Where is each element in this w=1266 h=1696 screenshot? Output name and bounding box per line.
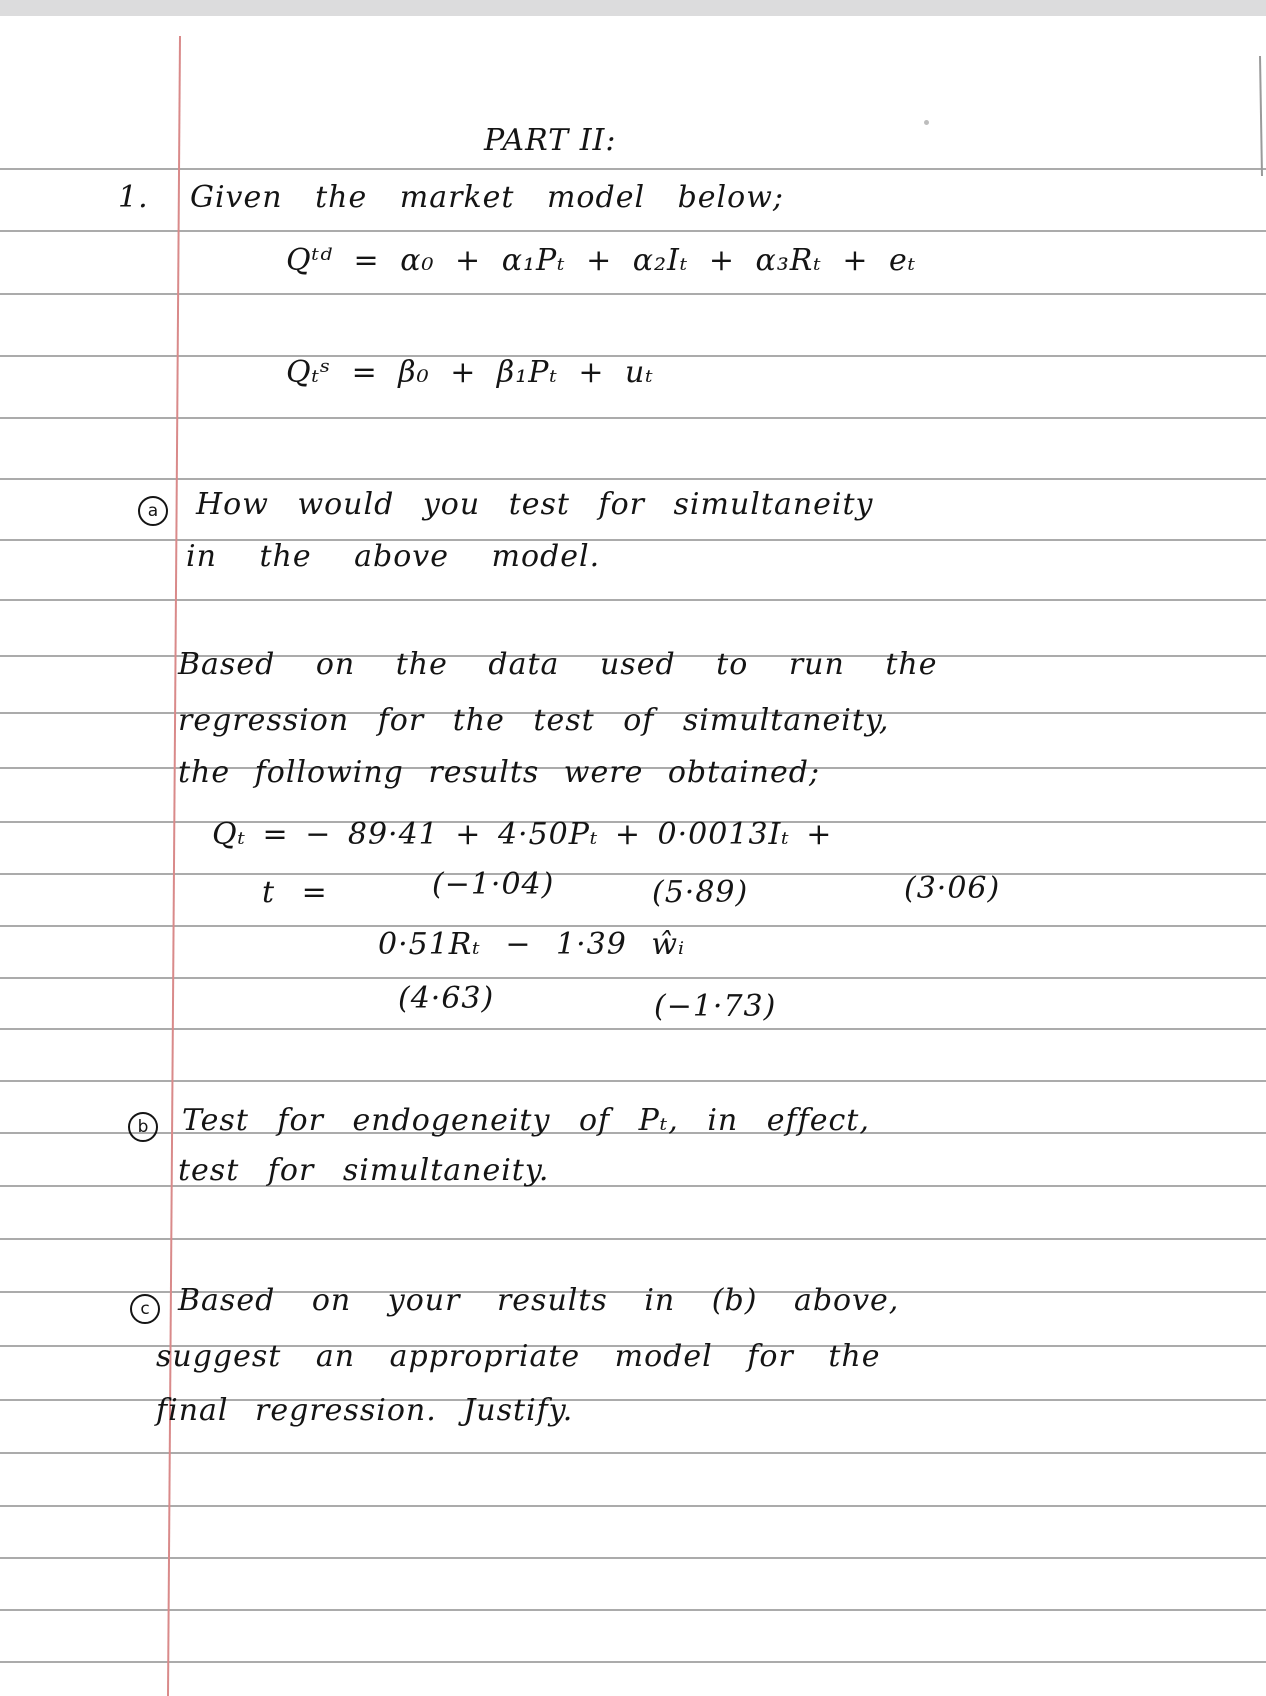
regression-row-2: 0·51Rₜ − 1·39 ŵᵢ: [378, 927, 686, 962]
part-b-marker: b: [128, 1112, 158, 1142]
question-number: 1.: [118, 180, 149, 215]
part-a-marker: a: [138, 496, 168, 526]
supply-equation: Qₜˢ = β₀ + β₁Pₜ + uₜ: [286, 355, 654, 390]
results-intro-line-1: Based on the data used to run the: [178, 647, 938, 682]
part-c-line-3: final regression. Justify.: [156, 1393, 574, 1428]
regression-row-1: Qₜ = − 89·41 + 4·50Pₜ + 0·0013Iₜ +: [212, 817, 833, 852]
ruled-paper-sheet: [0, 16, 1266, 1696]
page-edge-mark: [1260, 56, 1262, 176]
t-label: t =: [262, 875, 328, 910]
demand-equation: Qᵗᵈ = α₀ + α₁Pₜ + α₂Iₜ + α₃Rₜ + eₜ: [286, 243, 917, 278]
part-c-line-2: suggest an appropriate model for the: [156, 1339, 881, 1374]
t-stat-intercept: (−1·04): [432, 867, 555, 902]
part-b-line-1: Test for endogeneity of Pₜ, in effect,: [182, 1103, 870, 1138]
part-c-line-1: Based on your results in (b) above,: [178, 1283, 900, 1318]
part-c-marker: c: [130, 1294, 160, 1324]
paper-speck: [924, 120, 929, 125]
t-stat-residual: (−1·73): [654, 989, 777, 1024]
page-heading: PART II:: [484, 123, 617, 158]
results-intro-line-3: the following results were obtained;: [178, 755, 821, 790]
results-intro-line-2: regression for the test of simultaneity,: [178, 703, 890, 738]
t-stat-income: (3·06): [904, 871, 1001, 906]
margin-line: [168, 36, 180, 1696]
top-bar: [0, 0, 1266, 16]
t-stat-price: (5·89): [652, 875, 749, 910]
part-b-line-2: test for simultaneity.: [178, 1153, 550, 1188]
question-intro: Given the market model below;: [190, 180, 784, 215]
horizontal-rules: [0, 169, 1266, 1662]
t-stat-r: (4·63): [398, 981, 495, 1016]
part-a-line-2: in the above model.: [186, 539, 601, 574]
part-a-line-1: How would you test for simultaneity: [196, 487, 874, 522]
